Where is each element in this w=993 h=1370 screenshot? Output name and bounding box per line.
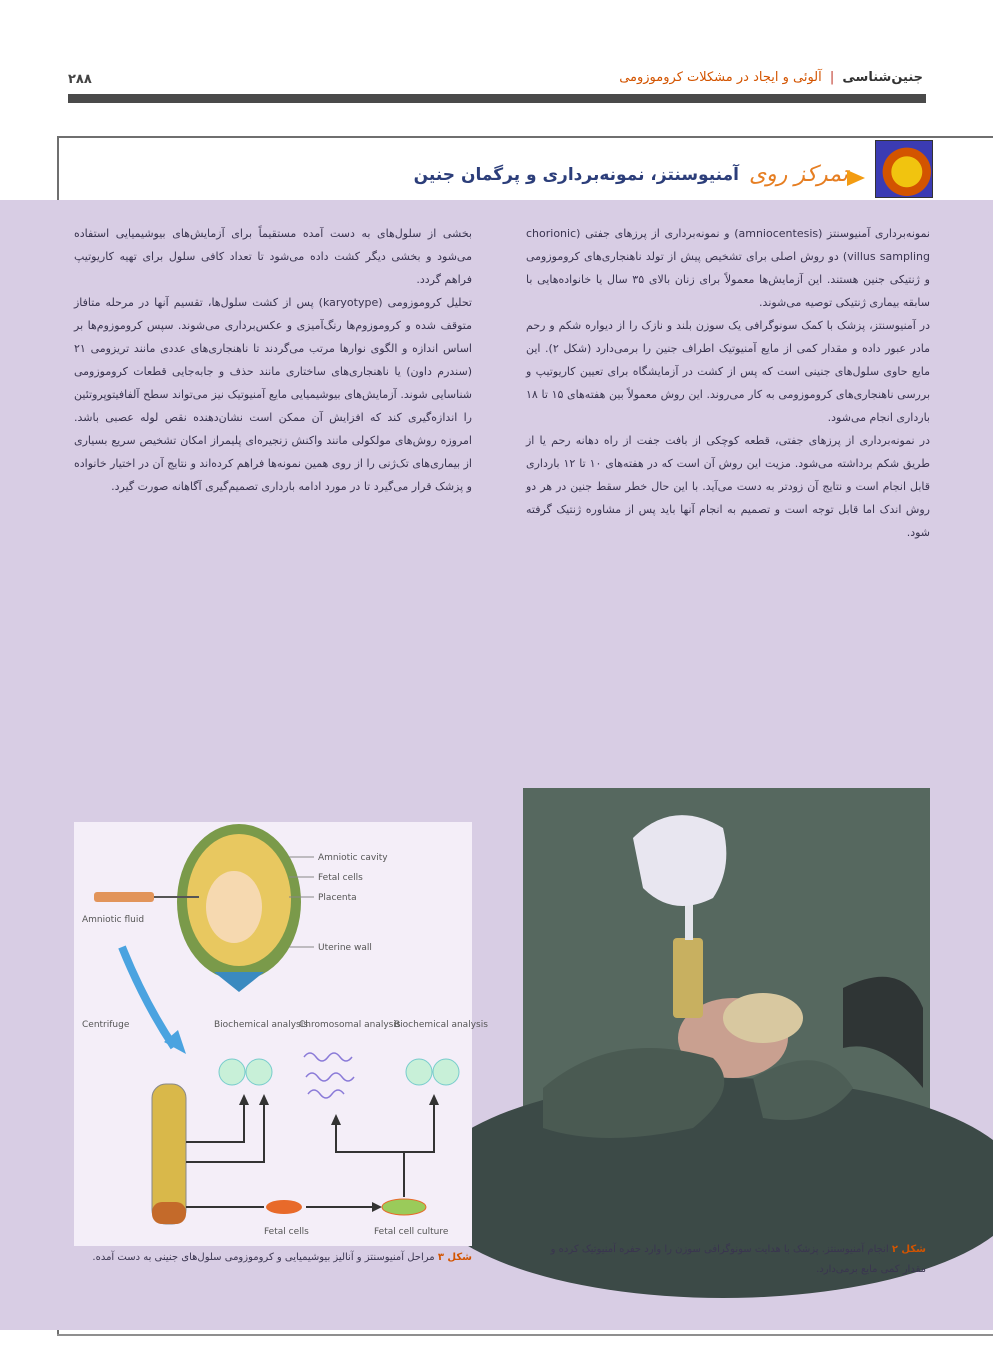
arrow-line: [186, 1102, 264, 1162]
arrowhead: [259, 1094, 269, 1105]
label-amniotic-cavity: Amniotic cavity: [318, 853, 388, 863]
cell-pellet: [152, 1202, 186, 1224]
page-number: ۲۸۸: [68, 72, 92, 87]
figure-caption-left: [74, 1248, 472, 1268]
petri-dish: [406, 1059, 432, 1085]
paragraph: تحلیل کروموزومی (karyotype) پس از کشت سلول‌ها، تقسیم آنها در مرحله متافاز متوقف شده و کروموزوم‌ها رنگ‌آمیزی و عکس‌برداری می‌شوند. سپس کروموزوم‌ها بر اساس اندازه و الگوی نوارها مرتب می‌گردند تا ناهنجاری‌های عددی مانند تریزومی ۲۱ (سندرم داون) یا ناهنجاری‌های ساختاری مانند حذف و جابه‌جایی قطعات کروموزومی شناسایی شوند. آزمایش‌های بیوشیمیایی مایع آمنیوتیک نیز می‌تواند سطح آلفا‌فیتوپروتئین را اندازه‌گیری کند که افزایش آن ممکن است نشان‌دهنده نقص لوله عصبی باشد. امروزه روش‌های مولکولی مانند واکنش زنجیره‌ای پلیمراز امکان تشخیص سریع بسیاری از بیماری‌های تک‌ژنی را از روی همین نمونه‌ها فراهم کرده‌اند و نتایج آن در اختیار خانواده و پزشک قرار می‌گیرد تا در مورد ادامه بارداری تصمیم‌گیری آگاهانه صورت گیرد.: [74, 296, 472, 493]
header-rule: [68, 94, 926, 103]
petri-dish: [246, 1059, 272, 1085]
arrowhead: [429, 1094, 439, 1105]
label-centrifuge: Centrifuge: [82, 1020, 130, 1030]
box-frame-top: [57, 136, 993, 138]
fetus-shape: [206, 871, 262, 943]
label-fetal-cells: Fetal cells: [318, 873, 363, 883]
amniocentesis-diagram: [74, 822, 488, 1246]
arrowhead: [372, 1202, 382, 1212]
arrowhead: [331, 1114, 341, 1125]
arrowhead: [239, 1094, 249, 1105]
caption-text: مراحل آمنیوسنتز و آنالیز بیوشیمیایی و کروموزومی سلول‌های جنینی به دست آمده.: [92, 1252, 435, 1263]
amniocentesis-photo: [523, 788, 930, 1230]
karyotype-icon: [304, 1053, 354, 1098]
paragraph: بخشی از سلول‌های به دست آمده مستقیماً برای آزمایش‌های بیوشیمیایی استفاده می‌شود و بخشی دیگر کشت داده می‌شود تا تعداد کافی سلول برای تهیه کاریوتیپ فراهم گردد.: [74, 227, 472, 286]
box-heading: [414, 162, 848, 187]
syringe: [673, 938, 703, 1018]
label-biochemical-1: Biochemical analysis: [214, 1020, 308, 1030]
text-column-left: [74, 222, 472, 498]
header-separator: |: [829, 70, 835, 85]
label-placenta: Placenta: [318, 893, 357, 903]
figure-number: شکل ۲: [891, 1244, 926, 1255]
diagram-svg: [74, 822, 488, 1246]
culture-dish: [382, 1199, 426, 1215]
figure-caption-right: [526, 1240, 926, 1280]
paragraph: نمونه‌برداری آمنیوسنتز (amniocentesis) و نمونه‌برداری از پرزهای جفتی (chorionic villus sampling) دو روش اصلی برای تشخیص پیش از تولد ناهنجاری‌های کروموزومی و ژنتیکی جنین هستند. این آزمایش‌ها معمولاً برای زنان بالای ۳۵ سال یا خانواده‌هایی با سابقه بیماری ژنتیکی توصیه می‌شوند.: [526, 227, 930, 309]
label-amniotic-fluid: Amniotic fluid: [82, 915, 145, 925]
text-column-right: [526, 222, 930, 544]
paragraph: در آمنیوسنتز، پزشک با کمک سونوگرافی یک سوزن بلند و نازک را از دیواره شکم و رحم مادر عبور داده و مقدار کمی از مایع آمنیوتیک اطراف جنین را برمی‌دارد (شکل ۲). این مایع حاوی سلول‌های جنینی است که پس از کشت در آزمایشگاه برای تعیین کاریوتیپ و بررسی ناهنجاری‌های کروموزومی به کار می‌روند. این روش معمولاً بین هفته‌های ۱۵ تا ۱۸ بارداری انجام می‌شود.: [526, 319, 931, 424]
label-biochemical-2: Biochemical analysis: [394, 1020, 488, 1030]
running-head: [619, 70, 923, 85]
section-title: آلوئی و ایجاد در مشکلات کروموزومی: [619, 70, 822, 85]
arrow-icon: [847, 170, 865, 186]
label-cell-culture: Fetal cell culture: [374, 1227, 449, 1237]
label-uterine-wall: Uterine wall: [318, 943, 372, 953]
focus-logo-icon: [875, 140, 933, 198]
photo-illustration: [523, 788, 930, 1230]
arrow-line: [404, 1102, 434, 1152]
cervix-shape: [214, 972, 264, 992]
chapter-title: جنین‌شناسی: [842, 70, 923, 85]
flow-arrow: [122, 947, 174, 1047]
syringe-shape: [94, 892, 154, 902]
figure-number: شکل ۳: [437, 1252, 472, 1263]
box-title: آمنیوسنتز، نمونه‌برداری و پرگمان جنین: [413, 164, 739, 185]
label-fetal-cells-bottom: Fetal cells: [264, 1227, 309, 1237]
box-label: تمرکز روی: [748, 162, 848, 187]
paragraph: در نمونه‌برداری از پرزهای جفتی، قطعه کوچکی از بافت جفت از راه دهانه رحم یا از طریق شکم برداشته می‌شود. مزیت این روش آن است که در هفته‌های ۱۰ تا ۱۲ بارداری قابل انجام است و نتایج آن زودتر به دست می‌آید. با این حال خطر سقط جنین در هر دو روش اندک اما قابل توجه است و تصمیم به انجام آنها باید پس از مشاوره ژنتیک گرفته شود.: [526, 434, 930, 539]
fetal-cells-shape: [266, 1200, 302, 1214]
label-chromosomal: Chromosomal analysis: [299, 1020, 401, 1030]
petri-dish: [433, 1059, 459, 1085]
petri-dish: [219, 1059, 245, 1085]
arrow-line: [186, 1102, 244, 1142]
box-frame-bottom: [57, 1334, 993, 1336]
caption-text: انجام آمنیوسنتز. پزشک با هدایت سونوگرافی سوزن را وارد حفره آمنیوتیک کرده و مقدار کمی مایع برمی‌دارد.: [550, 1244, 926, 1275]
arrow-line: [336, 1122, 404, 1197]
gauze: [723, 993, 803, 1043]
